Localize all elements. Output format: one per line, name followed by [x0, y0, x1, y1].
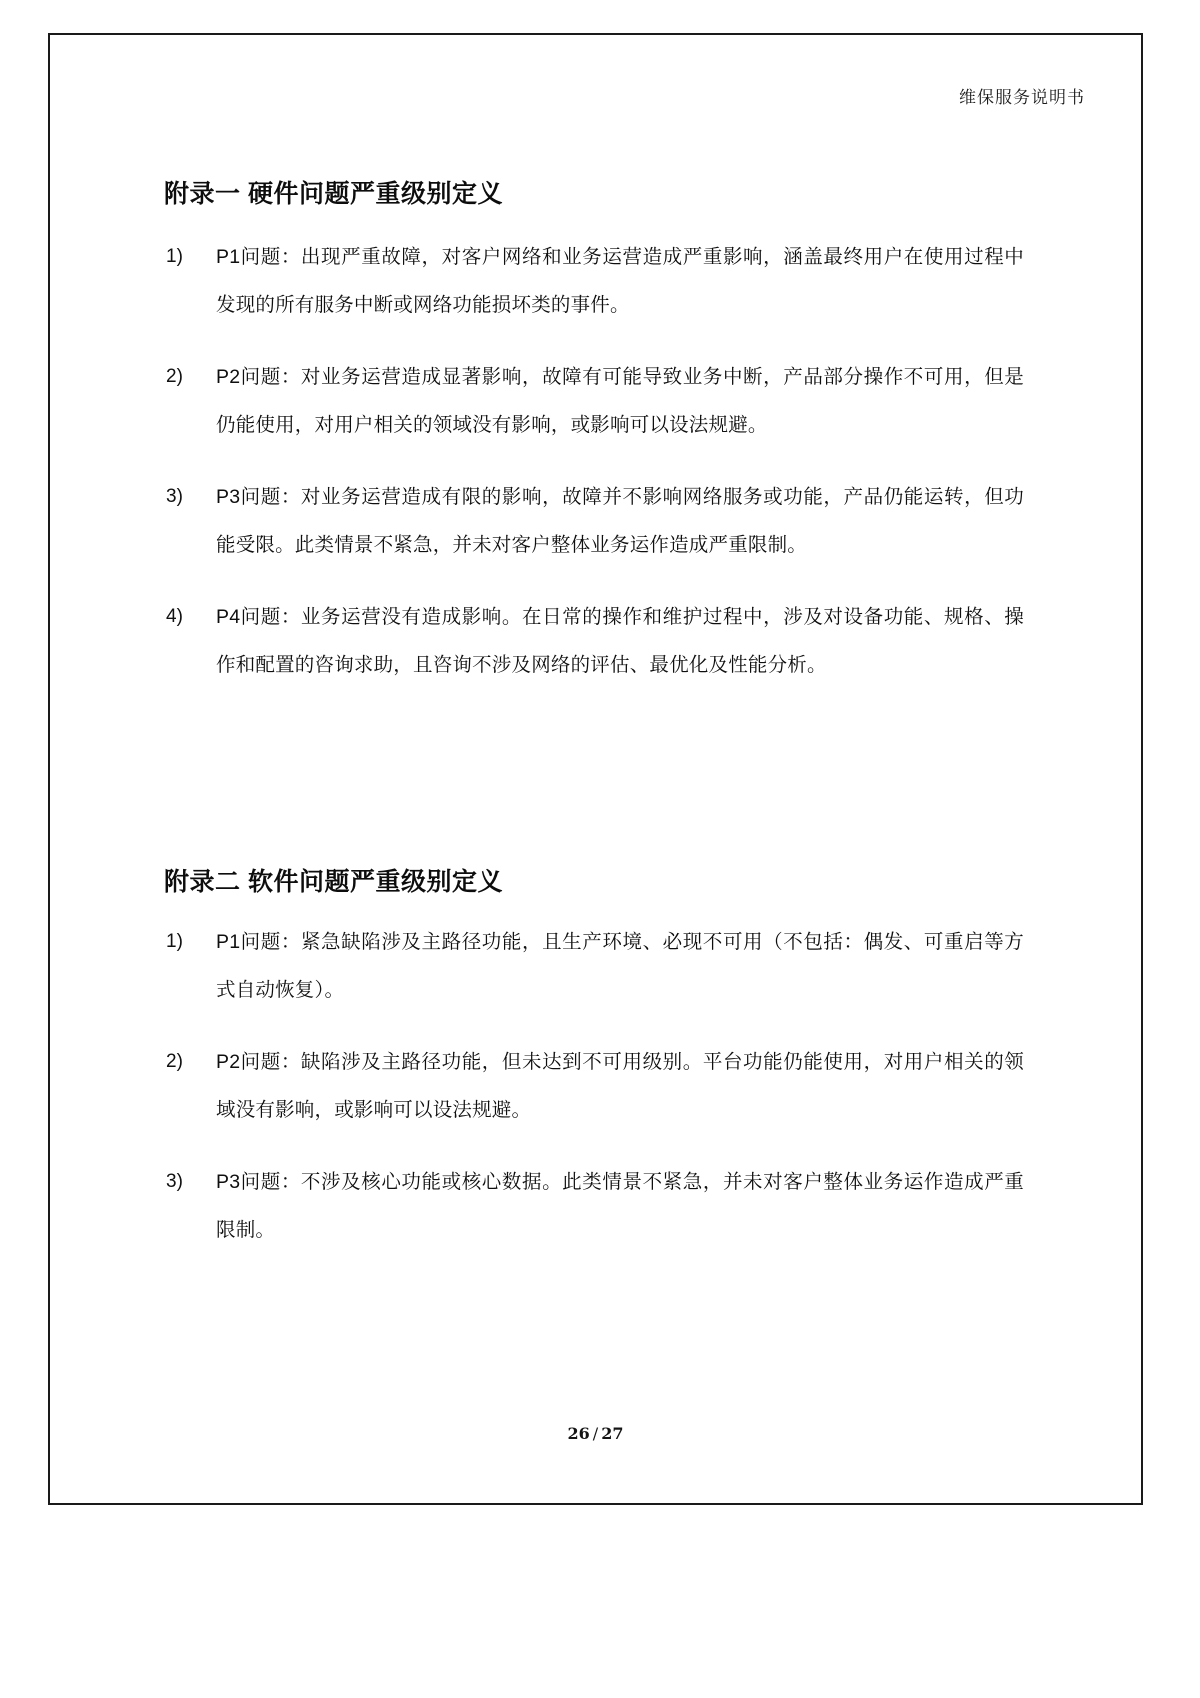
page-content	[48, 33, 1143, 1505]
list-item-marker: 2)	[166, 366, 183, 387]
list-item-text: P3问题：不涉及核心功能或核心数据。此类情景不紧急，并未对客户整体业务运作造成严重限制。	[216, 1171, 1024, 1241]
list-item	[164, 353, 1024, 449]
list-item	[164, 1158, 1024, 1254]
list-item-marker: 1)	[166, 246, 183, 267]
appendix-one-heading: 附录一 硬件问题严重级别定义	[164, 179, 503, 208]
list-item	[164, 473, 1024, 569]
list-item-marker: 1)	[166, 931, 183, 952]
footer-total-pages: 27	[601, 1424, 624, 1443]
appendix-two-list	[164, 918, 1024, 1278]
footer-current-page: 26	[567, 1424, 590, 1443]
list-item-text: P2问题：对业务运营造成显著影响，故障有可能导致业务中断，产品部分操作不可用，但是仍能使用，对用户相关的领域没有影响，或影响可以设法规避。	[216, 366, 1024, 436]
list-item-text: P4问题：业务运营没有造成影响。在日常的操作和维护过程中，涉及对设备功能、规格、操作和配置的咨询求助，且咨询不涉及网络的评估、最优化及性能分析。	[216, 606, 1024, 676]
list-item-marker: 3)	[166, 1171, 183, 1192]
list-item-marker: 4)	[166, 606, 183, 627]
page-footer	[48, 1424, 1143, 1443]
list-item	[164, 1038, 1024, 1134]
list-item	[164, 233, 1024, 329]
appendix-one-list	[164, 233, 1024, 713]
list-item	[164, 593, 1024, 689]
list-item-marker: 2)	[166, 1051, 183, 1072]
page-header-title: 维保服务说明书	[959, 88, 1085, 108]
appendix-two-heading: 附录二 软件问题严重级别定义	[164, 867, 503, 896]
list-item	[164, 918, 1024, 1014]
list-item-text: P1问题：紧急缺陷涉及主路径功能，且生产环境、必现不可用（不包括：偶发、可重启等方式自动恢复）。	[216, 931, 1024, 1001]
list-item-text: P3问题：对业务运营造成有限的影响，故障并不影响网络服务或功能，产品仍能运转，但功能受限。此类情景不紧急，并未对客户整体业务运作造成严重限制。	[216, 486, 1024, 556]
list-item-marker: 3)	[166, 486, 183, 507]
footer-separator: /	[592, 1424, 599, 1443]
list-item-text: P2问题：缺陷涉及主路径功能，但未达到不可用级别。平台功能仍能使用，对用户相关的领域没有影响，或影响可以设法规避。	[216, 1051, 1024, 1121]
list-item-text: P1问题：出现严重故障，对客户网络和业务运营造成严重影响，涵盖最终用户在使用过程中发现的所有服务中断或网络功能损坏类的事件。	[216, 246, 1024, 316]
